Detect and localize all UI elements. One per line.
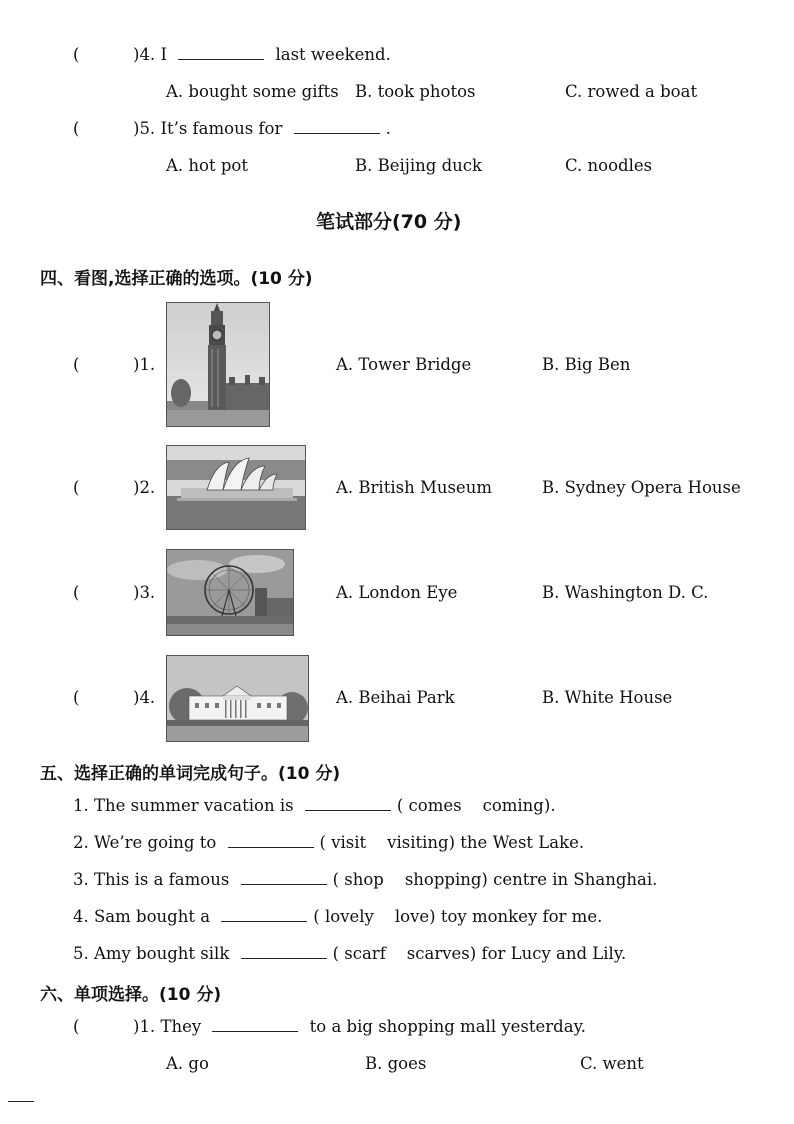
s5-item-3-choice: ( shop shopping) [332,870,488,889]
top-q5-line [133,119,391,138]
answer-blank[interactable] [305,796,391,811]
section6-heading: 六、单项选择。(10 分) [40,985,222,1005]
answer-blank[interactable] [241,870,327,885]
top-q5-option-c: C. noodles [565,156,653,175]
s4-q1-option-a: A. Tower Bridge [336,355,472,374]
s5-item-5 [73,944,626,963]
s5-item-1-post: . [550,796,556,815]
s5-item-2-choice: ( visit visiting) [319,833,456,852]
s5-item-5-post: for Lucy and Lily. [481,944,627,963]
s5-item-3 [73,870,657,889]
s5-item-2-pre: 2. We’re going to [73,833,217,852]
s4-q2-option-b: B. Sydney Opera House [542,478,741,497]
top-q5-paren-open: ( [73,119,80,138]
s4-q3-label [133,583,155,602]
s6-q1-number: 1. [139,1017,156,1036]
section4-heading: 四、看图,选择正确的选项。(10 分) [40,269,313,289]
page-edge-mark [8,1101,34,1102]
top-q5-paren-close: ) [133,119,140,138]
s6-q1-text-pre: They [160,1017,202,1036]
sydney-opera-house-photo [166,445,306,530]
top-q4-option-a: A. bought some gifts [166,82,339,101]
s4-q1-option-b: B. Big Ben [542,355,631,374]
answer-blank[interactable] [212,1017,298,1032]
s4-q3-paren-close: ) [133,583,140,602]
top-q4-option-b: B. took photos [355,82,476,101]
answer-blank[interactable] [294,119,380,134]
s5-item-4-post: toy monkey for me. [440,907,603,926]
s6-q1-option-c: C. went [580,1054,644,1073]
s5-item-2-post: the West Lake. [460,833,585,852]
s5-item-4-pre: 4. Sam bought a [73,907,211,926]
s5-item-3-pre: 3. This is a famous [73,870,230,889]
top-q5-option-a: A. hot pot [166,156,248,175]
london-eye-photo [166,549,294,636]
s6-q1-paren-open: ( [73,1017,80,1036]
s6-q1-option-a: A. go [166,1054,209,1073]
s5-item-5-choice: ( scarf scarves) [332,944,477,963]
s4-q1-number: 1. [139,355,156,374]
top-q4-paren-close: ) [133,45,140,64]
top-q4-line [133,45,391,64]
s5-item-3-post: centre in Shanghai. [493,870,658,889]
s4-q2-paren-close: ) [133,478,140,497]
s4-q3-option-b: B. Washington D. C. [542,583,709,602]
top-q5-option-b: B. Beijing duck [355,156,483,175]
section-title: 笔试部分(70 分) [316,211,462,233]
s5-item-5-pre: 5. Amy bought silk [73,944,230,963]
s5-item-1-choice: ( comes coming) [396,796,551,815]
s5-item-4-choice: ( lovely love) [313,907,436,926]
white-house-photo [166,655,309,742]
s6-q1-text-post: to a big shopping mall yesterday. [309,1017,586,1036]
answer-blank[interactable] [178,45,264,60]
s4-q2-paren-open: ( [73,478,80,497]
answer-blank[interactable] [221,907,307,922]
s6-q1-line [133,1017,586,1036]
s6-q1-paren-close: ) [133,1017,140,1036]
s4-q2-label [133,478,155,497]
s4-q3-paren-open: ( [73,583,80,602]
answer-blank[interactable] [241,944,327,959]
s5-item-1-pre: 1. The summer vacation is [73,796,294,815]
s4-q4-option-a: A. Beihai Park [336,688,455,707]
big-ben-photo [166,302,270,427]
s5-item-2 [73,833,584,852]
section5-heading: 五、选择正确的单词完成句子。(10 分) [40,764,341,784]
top-q4-text-post: last weekend. [275,45,391,64]
top-q4-option-c: C. rowed a boat [565,82,698,101]
top-q4-text-pre: I [160,45,167,64]
top-q4-paren-open: ( [73,45,80,64]
s4-q1-label [133,355,155,374]
s4-q4-option-b: B. White House [542,688,673,707]
answer-blank[interactable] [228,833,314,848]
top-q5-text-pre: It’s famous for [160,119,283,138]
s6-q1-option-b: B. goes [365,1054,427,1073]
s4-q4-label [133,688,155,707]
s4-q1-paren-close: ) [133,355,140,374]
s5-item-1 [73,796,556,815]
s4-q3-number: 3. [139,583,156,602]
s4-q3-option-a: A. London Eye [336,583,458,602]
s4-q4-paren-open: ( [73,688,80,707]
s4-q2-number: 2. [139,478,156,497]
s4-q4-paren-close: ) [133,688,140,707]
s5-item-4 [73,907,602,926]
top-q5-number: 5. [139,119,156,138]
s4-q1-paren-open: ( [73,355,80,374]
s4-q2-option-a: A. British Museum [336,478,492,497]
s4-q4-number: 4. [139,688,156,707]
top-q4-number: 4. [139,45,156,64]
top-q5-text-post: . [385,119,391,138]
